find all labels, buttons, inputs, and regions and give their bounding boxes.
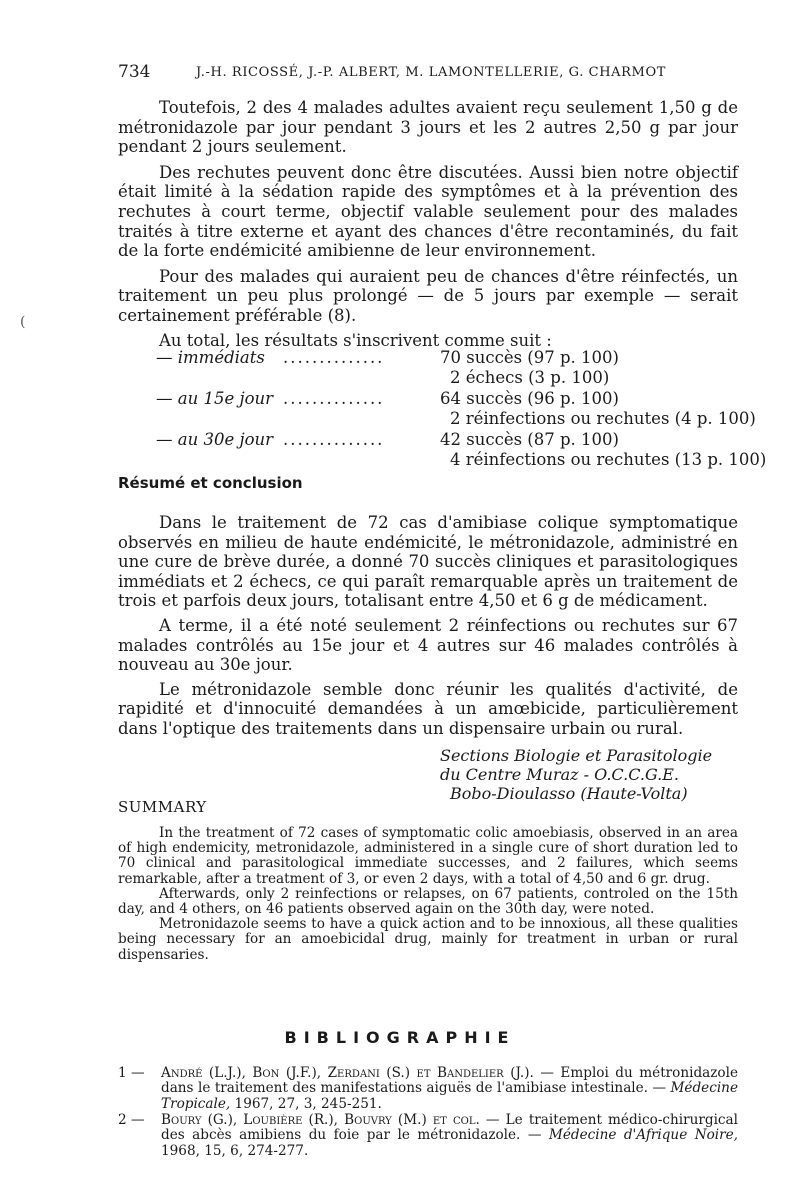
paragraph: Des rechutes peuvent donc être discutées. Aussi bien notre objectif était limité à la sédation rapide des symptômes et à la prévention des rechutes à court terme, objectif valable seulement pour des malades traités à titre externe et ayant des chances d'être recontaminés, du fait de la forte endémicité amibienne de leur environnement. xyxy=(118,162,738,261)
reference-title: — Le traitement médico-chirurgical des abcès amibiens du foie par le métronidazole. — xyxy=(161,1112,738,1144)
result-value: 4 réinfections ou rechutes (13 p. 100) xyxy=(450,450,767,469)
result-value: 42 succès (87 p. 100) xyxy=(440,430,619,449)
result-row xyxy=(118,368,738,388)
summary-heading: SUMMARY xyxy=(118,798,207,816)
paragraph: Le métronidazole semble donc réunir les qualités d'activité, de rapidité et d'innocuité demandées à un amœbicide, particulièrement dans l'optique des traitements dans un dispensaire urbain ou rural. xyxy=(118,679,738,738)
paragraph: Au total, les résultats s'inscrivent comme suit : xyxy=(159,330,552,350)
body-text-block xyxy=(118,98,738,350)
affiliation xyxy=(440,746,740,803)
affiliation-line: Bobo-Dioulasso (Haute-Volta) xyxy=(450,784,688,803)
result-row xyxy=(118,389,738,409)
margin-mark: ( xyxy=(20,314,26,330)
reference-text xyxy=(161,1113,738,1159)
paragraph: Afterwards, only 2 reinfections or relapses, on 67 patients, controled on the 15th day, and 4 others, on 46 patients observed again on the 30th day, were noted. xyxy=(118,885,738,918)
result-row xyxy=(118,450,767,470)
summary-block xyxy=(118,826,738,963)
reference-details: 1968, 15, 6, 274-277. xyxy=(161,1142,309,1159)
result-value: 2 réinfections ou rechutes (4 p. 100) xyxy=(450,409,756,428)
affiliation-line: du Centre Muraz - O.C.C.G.E. xyxy=(440,765,680,784)
affiliation-line: Sections Biologie et Parasitologie xyxy=(440,746,713,765)
reference-number: 2 — xyxy=(118,1112,145,1128)
leader-dots: .............. xyxy=(283,430,385,449)
result-label: — au 30e jour xyxy=(156,430,274,449)
result-row xyxy=(118,409,756,429)
section-heading: Résumé et conclusion xyxy=(118,474,303,492)
bibliography-heading: BIBLIOGRAPHIE xyxy=(284,1028,516,1047)
results-list xyxy=(118,348,767,469)
result-value: 64 succès (96 p. 100) xyxy=(440,389,619,408)
paragraph: Pour des malades qui auraient peu de chances d'être réinfectés, un traitement un peu plus prolongé — de 5 jours par exemple — serait certainement préférable (8). xyxy=(118,266,738,325)
conclusion-block xyxy=(118,513,738,739)
page-number: 734 xyxy=(118,62,151,82)
leader-dots: .............. xyxy=(283,389,385,408)
result-row xyxy=(118,348,738,368)
reference-title: — Emploi du métronidazole dans le traitement des manifestations aiguës de l'amibiase intestinale. — xyxy=(161,1065,738,1097)
result-row xyxy=(118,430,738,450)
leader-dots: .............. xyxy=(283,348,385,367)
reference-details: 1967, 27, 3, 245-251. xyxy=(230,1095,382,1112)
reference-authors: Boury (G.), Loubière (R.), Bouvry (M.) et col. xyxy=(161,1112,480,1128)
result-label: — immédiats xyxy=(156,348,265,367)
reference-number: 1 — xyxy=(118,1065,145,1081)
running-header xyxy=(118,62,738,86)
reference-journal: Médecine Tropicale, xyxy=(161,1080,738,1112)
result-value: 70 succès (97 p. 100) xyxy=(440,348,619,367)
paragraph: A terme, il a été noté seulement 2 réinfections ou rechutes sur 67 malades contrôlés au 15e jour et 4 autres sur 46 malades contrôlés à nouveau au 30e jour. xyxy=(118,615,738,675)
paragraph: In the treatment of 72 cases of symptomatic colic amoebiasis, observed in an area of high endemicity, metronidazole, administered in a single cure of short duration led to 70 clinical and parasitological immediate successes, and 2 failures, which seems remarkable, after a treatment of 3, or even 2 days, with a total of 4,50 and 6 gr. drug. xyxy=(118,825,738,887)
paragraph: Toutefois, 2 des 4 malades adultes avaient reçu seulement 1,50 g de métronidazole par jour pendant 3 jours et les 2 autres 2,50 g par jour pendant 2 jours seulement. xyxy=(118,98,738,157)
reference-text xyxy=(161,1066,738,1112)
result-value: 2 échecs (3 p. 100) xyxy=(450,368,610,387)
reference-authors: André (L.J.), Bon (J.F.), Zerdani (S.) et Bandelier (J.). xyxy=(161,1065,534,1081)
paragraph: Dans le traitement de 72 cas d'amibiase colique symptomatique observés en milieu de haute endémicité, le métronidazole, administré en une cure de brève durée, a donné 70 succès cliniques et parasitologiques immédiats et 2 échecs, ce qui paraît remarquable après un traitement de trois et parfois deux jours, totalisant entre 4,50 et 6 g de médicament. xyxy=(118,513,738,611)
paragraph: Metronidazole seems to have a quick action and to be innoxious, all these qualities being necessary for an amoebicidal drug, mainly for treatment in urban or rural dispensaries. xyxy=(118,916,738,963)
result-label: — au 15e jour xyxy=(156,389,274,408)
reference-journal: Médecine d'Afrique Noire, xyxy=(548,1127,738,1144)
header-authors: J.-H. RICOSSÉ, J.-P. ALBERT, M. LAMONTELLERIE, G. CHARMOT xyxy=(196,65,666,80)
